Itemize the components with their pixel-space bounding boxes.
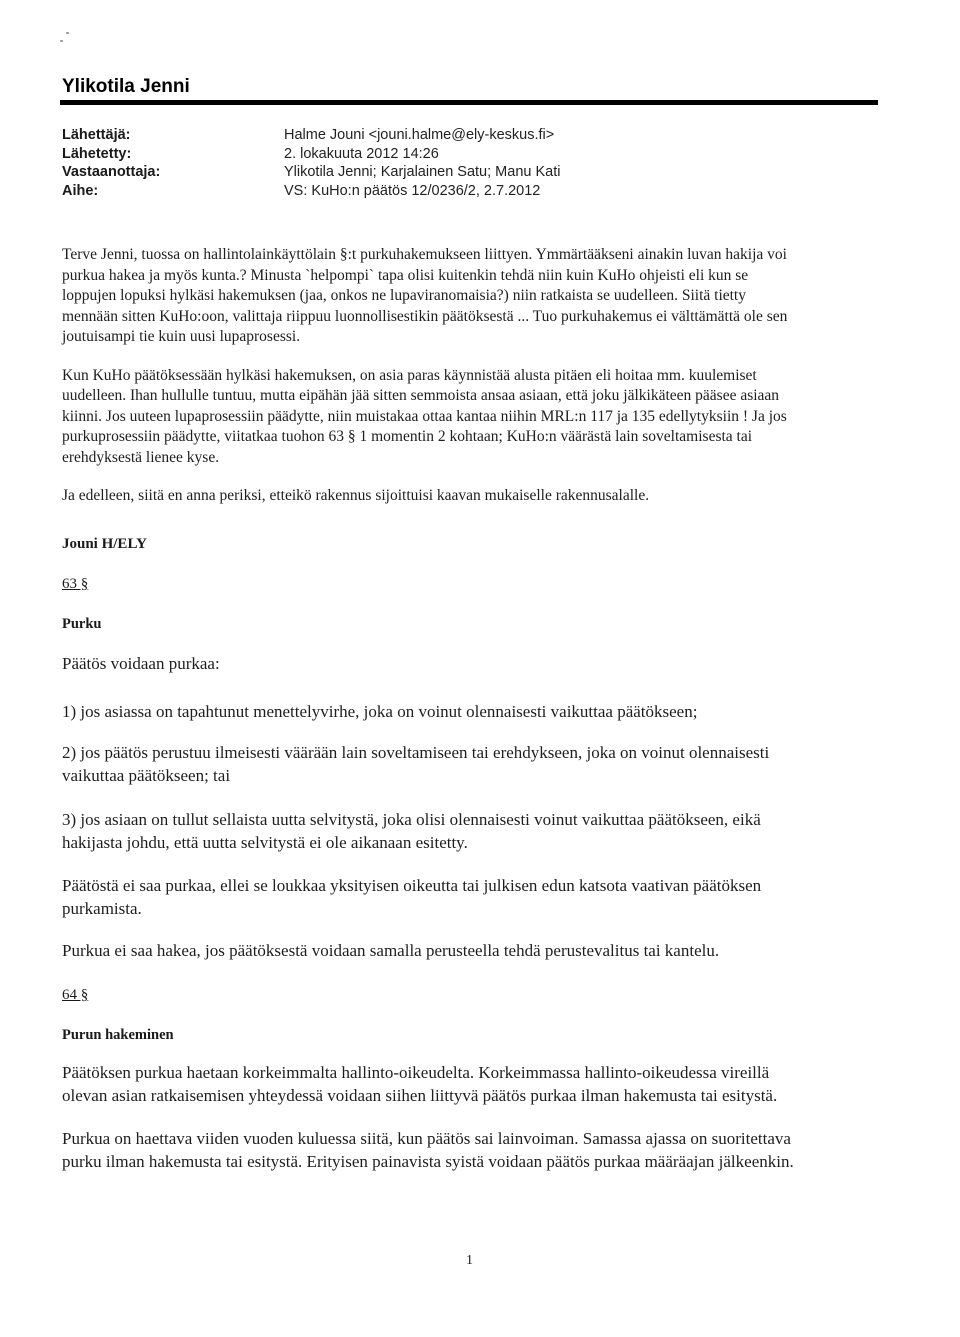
section-63-paragraph-1 bbox=[62, 875, 882, 920]
text-line: Päätöstä ei saa purkaa, ellei se loukkaa yksityisen oikeutta tai julkisen edun katsota vaativan päätöksen bbox=[62, 876, 762, 895]
section-64-paragraph-1 bbox=[62, 1062, 882, 1107]
text-line: erehdyksestä lienee kyse. bbox=[62, 448, 220, 466]
section-63-title: Purku bbox=[62, 616, 102, 632]
to-value: Ylikotila Jenni; Karjalainen Satu; Manu Kati bbox=[284, 164, 561, 180]
message-body bbox=[62, 245, 882, 507]
email-metadata bbox=[62, 126, 560, 200]
text-line: purku ilman hakemusta tai esitystä. Erityisen painavista syistä voidaan päätös purkaa määräajan jälkeenkin. bbox=[62, 1151, 794, 1171]
message-paragraph-2 bbox=[62, 366, 882, 469]
subject-value: VS: KuHo:n päätös 12/0236/2, 2.7.2012 bbox=[284, 182, 541, 199]
text-line: purkua hakea ja myös kunta.? Minusta `helpompi` tapa olisi kuitenkin tehdä niin kuin KuHo ohjeisti eli kun se bbox=[62, 266, 749, 284]
text-line: Purkua on haettava viiden vuoden kuluessa siitä, kun päätös sai lainvoiman. Samassa ajassa on suoritettava bbox=[62, 1129, 791, 1148]
subject-row bbox=[62, 182, 560, 201]
section-63-paragraph-2: Purkua ei saa hakea, jos päätöksestä voidaan samalla perusteella tehdä perustevalitus tai kantelu. bbox=[62, 941, 720, 960]
to-row bbox=[62, 163, 560, 182]
text-line: vaikuttaa päätökseen; tai bbox=[62, 765, 231, 785]
sent-value: 2. lokakuuta 2012 14:26 bbox=[284, 145, 439, 162]
section-64-paragraph-2 bbox=[62, 1128, 882, 1173]
text-line: 2) jos päätös perustuu ilmeisesti väärään lain soveltamiseen tai erehdykseen, joka on voinut olennaisesti bbox=[62, 743, 770, 762]
text-line: loppujen lopuksi hylkäsi hakemuksen (jaa, onkos ne lupaviranomaisia?) niin ratkaista se uudelleen. Siitä tietty bbox=[62, 287, 746, 304]
from-value: Halme Jouni <jouni.halme@ely-keskus.fi> bbox=[284, 127, 555, 143]
scan-speck bbox=[60, 40, 63, 42]
text-line: purkamista. bbox=[62, 898, 142, 918]
mailbox-owner: Ylikotila Jenni bbox=[62, 76, 190, 97]
text-line: kiinni. Jos uuteen lupaprosessiin päädytte, niin muistakaa ottaa kantaa niihin MRL:n 117 ja 135 edellytyksiin ! Ja jos bbox=[62, 407, 787, 425]
text-line: mennään sitten KuHo:oon, valittaja riippuu luonnollisestikin päätöksestä ... Tuo purkuhakemus ei välttämättä ole sen bbox=[62, 307, 788, 325]
scan-speck bbox=[66, 32, 69, 34]
signature: Jouni H/ELY bbox=[62, 536, 147, 552]
from-label: Lähettäjä: bbox=[62, 127, 131, 143]
text-line: Päätöksen purkua haetaan korkeimmalta hallinto-oikeudelta. Korkeimmassa hallinto-oikeudessa vireillä bbox=[62, 1063, 770, 1082]
text-line: Terve Jenni, tuossa on hallintolainkäyttölain §:t purkuhakemukseen liittyen. Ymmärtääkseni ainakin luvan hakija voi bbox=[62, 246, 787, 263]
section-63-intro: Päätös voidaan purkaa: bbox=[62, 654, 220, 673]
section-64-title: Purun hakeminen bbox=[62, 1027, 174, 1043]
page-number: 1 bbox=[466, 1253, 473, 1268]
section-63-item-3 bbox=[62, 809, 882, 854]
text-line: Kun KuHo päätöksessään hylkäsi hakemuksen, on asia paras käynnistää alusta pitäen eli hoitaa mm. kuulemiset bbox=[62, 366, 757, 384]
to-label: Vastaanottaja: bbox=[62, 164, 161, 180]
message-paragraph-3: Ja edelleen, siitä en anna periksi, etteikö rakennus sijoittuisi kaavan mukaiselle rakennusalalle. bbox=[62, 487, 650, 504]
text-line: hakijasta johdu, että uutta selvitystä ei ole aikanaan esitetty. bbox=[62, 832, 468, 852]
text-line: uudelleen. Ihan hullulle tuntuu, mutta eipähän jää sitten semmoista ansaa asiaan, että joku jälkikäteen pääsee asiaan bbox=[62, 387, 780, 404]
section-64-number: 64 § bbox=[62, 987, 89, 1003]
from-row bbox=[62, 126, 560, 145]
section-63-item-1: 1) jos asiassa on tapahtunut menettelyvirhe, joka on voinut olennaisesti vaikuttaa päätökseen; bbox=[62, 702, 698, 721]
text-line: joutuisampi tie kuin uusi lupaprosessi. bbox=[62, 328, 301, 345]
section-63-item-2 bbox=[62, 742, 882, 787]
header-rule bbox=[60, 100, 878, 105]
sent-row bbox=[62, 145, 560, 164]
text-line: olevan asian ratkaisemisen yhteydessä voidaan siihen liittyvä päätös purkaa ilman hakemusta tai esitystä. bbox=[62, 1085, 778, 1105]
subject-label: Aihe: bbox=[62, 182, 99, 199]
text-line: 3) jos asiaan on tullut sellaista uutta selvitystä, joka olisi olennaisesti voinut vaikuttaa päätökseen, eikä bbox=[62, 810, 761, 829]
sent-label: Lähetetty: bbox=[62, 145, 132, 162]
message-paragraph-1 bbox=[62, 245, 882, 348]
text-line: purkuprosessiin päädytte, viitatkaa tuohon 63 § 1 momentin 2 kohtaan; KuHo:n väärästä lain soveltamisesta tai bbox=[62, 428, 753, 445]
section-63-number: 63 § bbox=[62, 576, 89, 592]
